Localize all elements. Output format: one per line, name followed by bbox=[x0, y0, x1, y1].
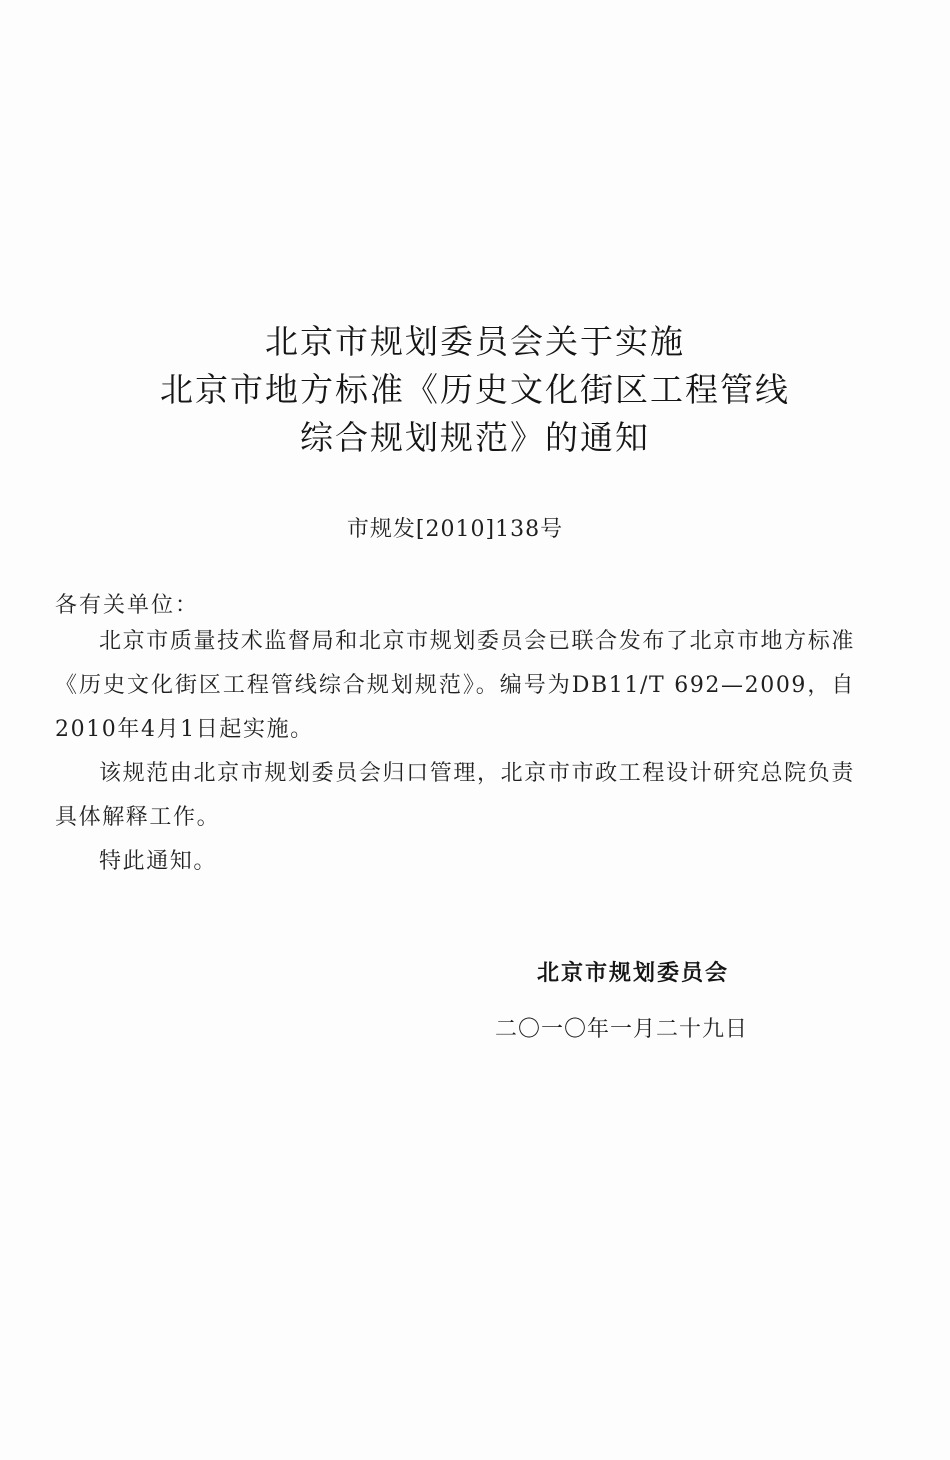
issue-date: 二〇一〇年一月二十九日 bbox=[495, 1017, 749, 1042]
title-line-1: 北京市规划委员会关于实施 bbox=[265, 322, 685, 361]
notice-body bbox=[55, 620, 855, 884]
signature-block bbox=[495, 954, 815, 1050]
title-line-2: 北京市地方标准《历史文化街区工程管线 bbox=[160, 370, 790, 409]
notice-title bbox=[0, 318, 950, 462]
issuing-organization: 北京市规划委员会 bbox=[537, 961, 730, 986]
salutation: 各有关单位： bbox=[55, 593, 200, 618]
body-paragraph-2: 该规范由北京市规划委员会归口管理，北京市市政工程设计研究总院负责具体解释工作。 bbox=[55, 761, 855, 830]
document-number: 市规发[2010]138号 bbox=[346, 517, 564, 542]
body-paragraph-3: 特此通知。 bbox=[99, 849, 218, 874]
body-paragraph-1: 北京市质量技术监督局和北京市规划委员会已联合发布了北京市地方标准《历史文化街区工程管线综合规划规范》。编号为DB11/T 692—2009，自2010年4月1日起实施。 bbox=[55, 629, 855, 742]
title-line-3: 综合规划规范》的通知 bbox=[300, 418, 650, 457]
